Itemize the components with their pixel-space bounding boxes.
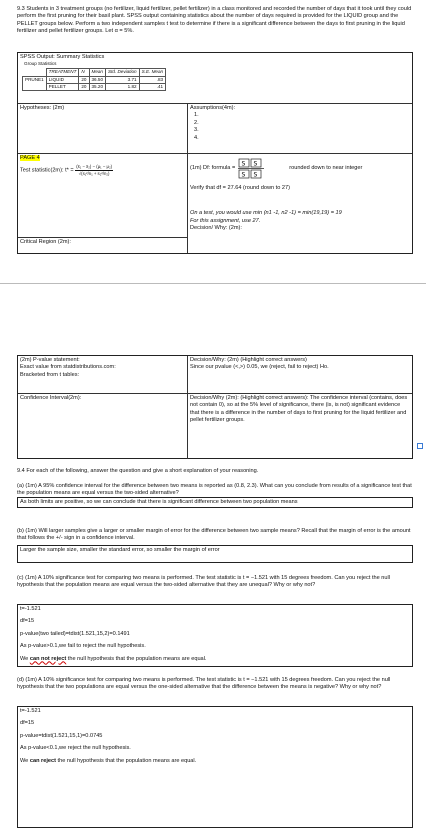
se-cell: .83 (139, 76, 165, 83)
q94c-question: (c) (1m) A 10% significance test for comparing two means is performed. The test statistic is t = −1.521 with 15 degrees freedom. Can you reject the null hypothesis that the population means are equal versus the two-sided alternative that they are unequal? Why or why not? (17, 575, 390, 589)
assumptions-cell[interactable] (188, 104, 412, 154)
t-formula-denominator: √(s₁²/n₁ + s₂²/n₂) (78, 171, 110, 177)
stats-header: Std. Deviation (106, 69, 140, 76)
se-cell: .41 (139, 83, 165, 90)
mean-cell: 36.50 (89, 76, 106, 83)
df-assignment-note: For this assignment, use 27. (190, 217, 261, 224)
stats-header: Mean (89, 69, 106, 76)
q94c-line: p-value(two tailed)=tdist(1.521,15,2)=0.1491 (20, 630, 130, 637)
bracketed-label: Bracketed from t tables: (20, 371, 80, 378)
q93-intro: 9.3 Students in 3 treatment groups (no fertilizer, liquid fertilizer, pellet fertilizer) in a class monitored and recorded the number of days that it took until they could perform the first pruning for their basil plant. SPSS output containing statistics about the number of days required is provided for the LIQUID group and the PELLET groups below. Perform a two independent samples t test to determine if there is a significant difference between the days to first pruning in the liquid fertilizer and pellet fertilizer groups. Let α = 5%. (17, 6, 412, 35)
group-stats-label: Group Statistics (24, 61, 57, 67)
q93-left-column (18, 104, 188, 253)
decision-pvalue-text: Since our pvalue (<,>) 0.05, we (reject, fail to reject) Ho. (190, 364, 329, 371)
page-break-divider (0, 283, 426, 284)
confidence-interval-cell[interactable]: Confidence Interval(2m): (18, 394, 188, 459)
stats-header: S.E. Mean (139, 69, 165, 76)
group-cell: PELLET (46, 83, 79, 90)
stats-header: TREATMENT (46, 69, 79, 76)
q94d-line: p-value=tdist(1.521,15,1)=0.0745 (20, 732, 103, 739)
svg-text:S: S (253, 160, 258, 168)
decision-pvalue-label: Decision/Why: (2m) (Highlight correct answers) (190, 357, 307, 363)
q94a-answer: As both limits are positive, so we can conclude that there is significant difference between two population means (20, 499, 298, 505)
q94b-question: (b) (1m) Will larger samples give a larger or smaller margin of error for the difference between two sample means? Recall that the margin of error is the amount that follows the +/- sign in a confidence interval. (17, 528, 411, 542)
decision-pvalue-cell[interactable] (188, 356, 412, 393)
assumption-item: 4. (194, 134, 199, 141)
q93-lower-table (17, 355, 413, 459)
spss-title: SPSS Output: Summary Statistics (20, 54, 105, 60)
test-statistic-cell[interactable] (18, 154, 187, 238)
q94d-final: We can reject the null hypothesis that the population means are equal. (20, 757, 197, 764)
spss-output-cell (18, 53, 412, 104)
svg-text:S: S (253, 171, 258, 179)
q94c-line: df=15 (20, 618, 35, 625)
q94c-final: We can not reject the null hypothesis that the population means are equal. (20, 655, 207, 662)
q93-work-table (17, 52, 413, 254)
q93-right-column (188, 104, 412, 253)
q94d-answer-box[interactable] (17, 706, 413, 828)
q94-intro: 9.4 For each of the following, answer the question and give a short explanation of your reasoning. (17, 468, 259, 474)
q94b-answer-box[interactable] (17, 545, 413, 563)
assumption-item: 2. (194, 119, 199, 126)
hypotheses-cell[interactable]: Hypotheses: (2m) (18, 104, 187, 154)
q94c-line: t=-1.521 (20, 606, 41, 612)
mean-cell: 35.20 (89, 83, 106, 90)
svg-text:S: S (241, 160, 246, 168)
df-formula-label: (1m) Df: formula = (190, 165, 236, 172)
assumption-item: 1. (194, 112, 199, 119)
df-cell[interactable] (188, 154, 412, 233)
assumption-item: 3. (194, 127, 199, 134)
critical-region-cell[interactable]: Critical Region (2m): (20, 239, 71, 245)
resize-handle[interactable] (417, 443, 423, 449)
q94d-question: (d) (1m) A 10% significance test for comparing two means is performed. The test statistic is t = −1.521 with 15 degrees freedom. Can you reject the null hypothesis that the two populations are equal versus the one-sided alternative that the difference between the means is negative? Why or why not? (17, 677, 391, 691)
sd-cell: 3.71 (106, 76, 140, 83)
t-formula (75, 164, 113, 176)
df-formula-graphic (237, 157, 287, 181)
n-cell: 20 (79, 76, 89, 83)
q94d-line: df=15 (20, 720, 35, 727)
group-statistics-table (22, 68, 166, 90)
pvalue-cell[interactable] (18, 356, 188, 393)
q94d-line: As p-value<0.1,we reject the null hypothesis. (20, 745, 131, 752)
q94d-line: t=-1.521 (20, 708, 41, 714)
df-note: rounded down to near integer (289, 165, 363, 172)
row-label: PRUNE1 (23, 76, 47, 90)
sd-cell: 1.82 (106, 83, 140, 90)
table-row (23, 76, 166, 83)
svg-text:S: S (241, 171, 246, 179)
q94b-answer: Larger the sample size, smaller the standard error, so smaller the margin of error (20, 547, 220, 553)
n-cell: 20 (79, 83, 89, 90)
assumptions-label: Assumptions(4m): (190, 105, 236, 111)
q94a-question: (a) (1m) A 95% confidence interval for the difference between two means is reported as (0.8, 2.3). What can you conclude from results of a significance test that the population means are equal versus the two-sided alternative? (17, 483, 412, 497)
stats-header: N (79, 69, 89, 76)
t-formula-numerator: (x̄₁ − x̄₂) − (μ₁ − μ₂) (76, 164, 113, 170)
test-statistic-label: Test statistic(2m): t* = (20, 168, 74, 175)
q94a-answer-box[interactable] (17, 497, 413, 508)
table-row (23, 69, 166, 76)
decision-why-top: Decision/ Why: (2m): (190, 225, 242, 232)
df-formula-icon (237, 157, 287, 179)
pvalue-statement: (2m) P-value statement: (20, 357, 80, 363)
exact-value-label: Exact value from statdistributions.com: (20, 364, 116, 371)
page-label: PAGE 4 (20, 155, 40, 161)
df-test-note: On a test, you would use min (n1 -1, n2 -1) = min(19,19) = 19 (190, 210, 342, 217)
decision-ci-cell[interactable]: Decision/Why (2m): (Highlight correct answers): The confidence interval (contains, does not contain 0), so at the 5% level of significance, there (is, is not) significant evidence that there is a difference in the number of days to first pruning for the liquid fertilizer and pellet fertilizer groups. (190, 395, 408, 424)
group-cell: LIQUID (46, 76, 79, 83)
q94c-answer-box[interactable] (17, 604, 413, 667)
df-verify: Verify that df = 27.64 (round down to 27) (190, 184, 290, 191)
q94c-line: As p-value>0.1,we fail to reject the null hypothesis. (20, 643, 146, 650)
